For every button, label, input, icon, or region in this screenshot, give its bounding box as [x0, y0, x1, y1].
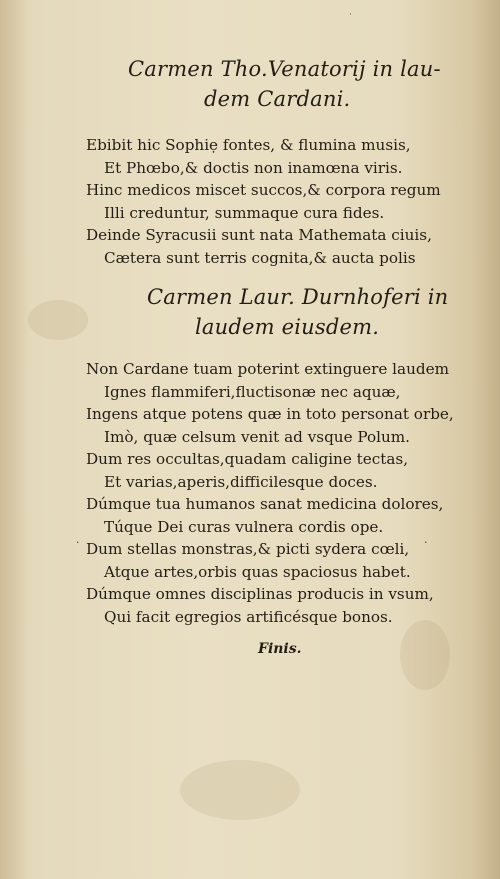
poem-title-durnhofer — [90, 282, 449, 342]
verse-line: Dúmque tua humanos sanat medicina dolores, — [86, 495, 444, 513]
paper-stain — [400, 620, 450, 690]
page-edge-mark: · — [349, 10, 352, 20]
verse-line: Illi creduntur, summaque cura fides. — [104, 203, 385, 222]
verse-line: Ignes flammiferi,fluctisonæ nec aquæ, — [104, 382, 401, 401]
verse-line: Ingens atque potens quæ in toto personat orbe, — [86, 405, 454, 423]
verse-line: Dum res occultas,quadam caligine tectas, — [86, 450, 409, 468]
verse-line: Dum stellas monstras,& picti sydera cœli, — [86, 540, 410, 558]
verse-line: Atque artes,orbis quas spaciosus habet. — [104, 562, 411, 581]
verse-line: Non Cardane tuam poterint extinguere laudem — [86, 360, 449, 378]
title-line: dem Cardani. — [204, 87, 351, 111]
title-line: Carmen Tho.Venatorij in lau- — [128, 57, 441, 81]
verse-line: Et varias,aperis,difficilesque doces. — [104, 472, 378, 491]
verse-line: Et Phœbo,& doctis non inamœna viris. — [104, 158, 403, 177]
poem-venatorius — [86, 134, 446, 269]
poem-title-venatorius — [90, 54, 441, 114]
verse-line: Dúmque omnes disciplinas producis in vsum, — [86, 585, 434, 603]
verse-line: Qui facit egregios artificésque bonos. — [104, 607, 393, 626]
verse-line: Túque Dei curas vulnera cordis ope. — [104, 517, 384, 536]
verse-line: Cætera sunt terris cognita,& aucta polis — [104, 248, 416, 267]
margin-mark: · — [424, 536, 428, 549]
title-line: Carmen Laur. Durnhoferi in — [147, 285, 449, 309]
paper-stain — [28, 300, 88, 340]
verse-line: Ebibit hic Sophiẹ fontes, & flumina musis, — [86, 136, 411, 154]
poem-durnhofer — [86, 358, 454, 628]
title-line: laudem eiusdem. — [195, 315, 380, 339]
verse-line: Deinde Syracusii sunt nata Mathemata ciuis, — [86, 226, 432, 244]
finis-label: Finis. — [258, 641, 302, 657]
verse-line: Imò, quæ celsum venit ad vsque Polum. — [104, 427, 411, 446]
paper-stain — [180, 760, 300, 820]
margin-mark: · — [76, 536, 80, 549]
verse-line: Hinc medicos miscet succos,& corpora regum — [86, 181, 441, 199]
